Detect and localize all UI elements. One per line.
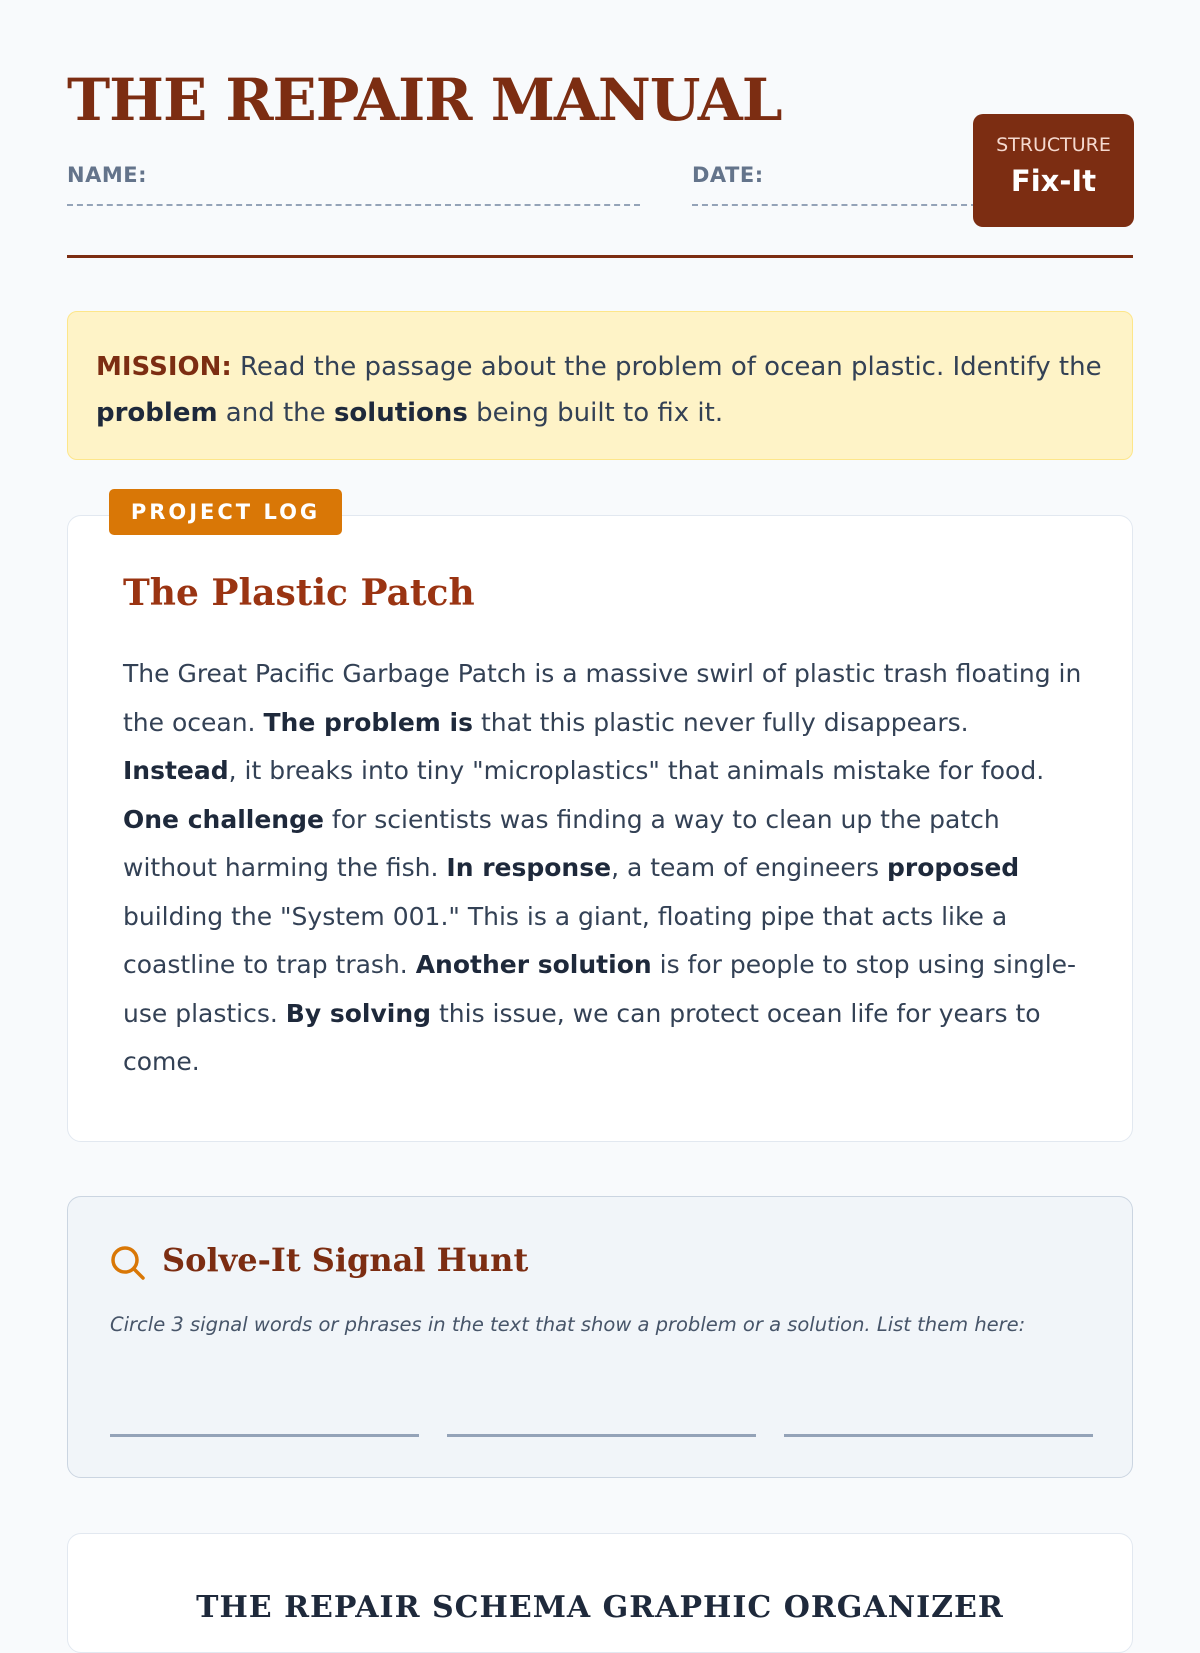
mission-keyword-solutions: solutions <box>333 398 468 428</box>
mission-label: MISSION: <box>96 352 232 382</box>
passage-segment: The Great Pacific Garbage Patch is a massive swirl of plastic trash floating in the ocean. <box>123 659 1082 737</box>
graphic-organizer-title: THE REPAIR SCHEMA GRAPHIC ORGANIZER <box>196 1590 1004 1625</box>
passage-text <box>123 650 1083 1087</box>
mission-text: and the <box>217 398 334 428</box>
mission-box <box>67 311 1133 460</box>
signal-word: By solving <box>285 998 432 1028</box>
mission-keyword-problem: problem <box>96 398 218 428</box>
passage-segment: that this plastic never fully disappears. <box>473 707 969 737</box>
passage-segment: is for people to stop using single-use plastics. <box>123 950 1077 1028</box>
mission-text: being built to fix it. <box>467 398 724 428</box>
worksheet-page <box>67 0 1133 1625</box>
mission-text: Read the passage about the problem of ocean plastic. Identify the <box>231 352 1102 382</box>
name-label: NAME: <box>67 163 147 187</box>
passage-segment: this issue, we can protect ocean life for years to come. <box>123 998 1041 1076</box>
date-label: DATE: <box>692 163 764 187</box>
signal-word: proposed <box>886 853 1020 882</box>
passage-title: The Plastic Patch <box>123 572 475 614</box>
signal-word: Another solution <box>415 950 652 979</box>
name-field[interactable] <box>67 204 640 206</box>
project-log-tag: PROJECT LOG <box>109 489 342 535</box>
passage-segment: building the "System 001." This is a giant, floating pipe that acts like a coastline to trap trash. <box>123 901 1008 979</box>
project-log-card <box>67 515 1133 1142</box>
signal-hunt-section <box>67 1196 1133 1478</box>
passage-segment: , a team of engineers <box>611 853 887 882</box>
magnifier-icon <box>110 1245 146 1285</box>
signal-word: Instead <box>123 756 229 785</box>
signal-hunt-instructions: Circle 3 signal words or phrases in the text that show a problem or a solution. List them here: <box>110 1313 1026 1336</box>
badge-value: Fix-It <box>1010 164 1097 198</box>
signal-word: The problem is <box>263 707 474 737</box>
passage-segment: , it breaks into tiny "microplastics" that animals mistake for food. <box>228 756 1045 785</box>
answer-line-1[interactable] <box>110 1434 419 1437</box>
answer-line-3[interactable] <box>784 1434 1093 1437</box>
passage-segment: for scientists was finding a way to clean up the patch without harming the fish. <box>123 804 1000 882</box>
structure-badge <box>973 114 1134 227</box>
badge-caption: STRUCTURE <box>996 134 1111 156</box>
graphic-organizer-card <box>67 1533 1133 1653</box>
page-title: THE REPAIR MANUAL <box>67 66 782 134</box>
answer-line-2[interactable] <box>447 1434 756 1437</box>
signal-word: In response <box>446 853 612 882</box>
signal-hunt-title: Solve-It Signal Hunt <box>162 1241 529 1279</box>
worksheet-header <box>67 0 1133 258</box>
date-field[interactable] <box>692 204 977 206</box>
signal-word: One challenge <box>123 804 324 834</box>
